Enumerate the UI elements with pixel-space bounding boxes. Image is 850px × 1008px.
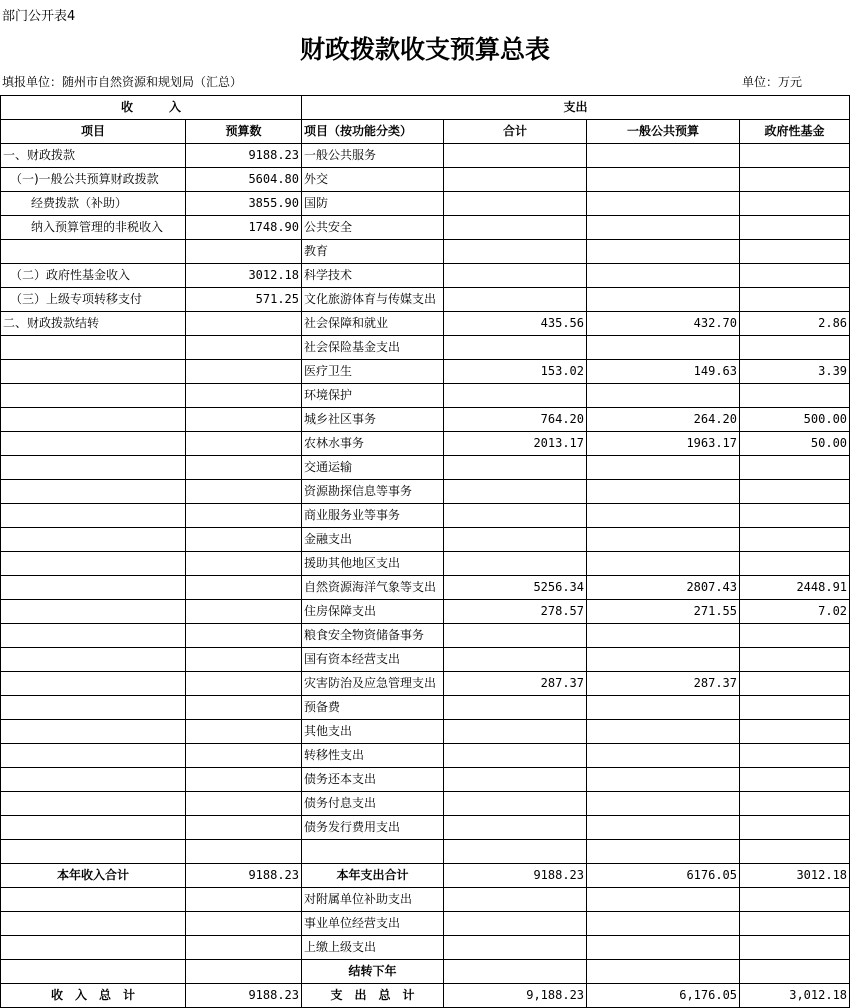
income-item [1,552,186,576]
expense-total [444,624,587,648]
expense-gov-fund [740,336,850,360]
income-amount [186,360,302,384]
expense-item: 粮食安全物资储备事务 [302,624,444,648]
income-item [1,432,186,456]
income-item [1,672,186,696]
expense-item: 其他支出 [302,720,444,744]
income-item [1,888,186,912]
expense-gov-fund: 50.00 [740,432,850,456]
expense-gov-fund: 2.86 [740,312,850,336]
expense-total [444,264,587,288]
income-item [1,744,186,768]
year-expense-general: 6176.05 [587,864,740,888]
expense-gov-fund [740,912,850,936]
expense-total [444,840,587,864]
income-item [1,456,186,480]
income-amount [186,240,302,264]
expense-general [587,552,740,576]
expense-gov-fund [740,384,850,408]
income-amount [186,768,302,792]
expense-item: 公共安全 [302,216,444,240]
expense-gov-fund [740,504,850,528]
income-amount [186,528,302,552]
table-row [1,456,850,480]
expense-item: 债务付息支出 [302,792,444,816]
expense-item: 医疗卫生 [302,360,444,384]
table-row [1,264,850,288]
expense-total [444,696,587,720]
table-row [1,312,850,336]
expense-total [444,912,587,936]
year-income-total-label: 本年收入合计 [1,864,186,888]
expense-gov-fund: 500.00 [740,408,850,432]
expense-general [587,240,740,264]
income-amount [186,960,302,984]
expense-item: 债务还本支出 [302,768,444,792]
expense-total [444,216,587,240]
col-item-func: 项目（按功能分类） [302,120,444,144]
expense-total [444,192,587,216]
expense-item: 国防 [302,192,444,216]
income-amount [186,432,302,456]
income-item: （一)一般公共预算财政拨款 [1,168,186,192]
income-item [1,936,186,960]
expense-general [587,720,740,744]
carry-forward-label: 结转下年 [302,960,444,984]
expense-total [444,720,587,744]
expense-general [587,768,740,792]
expense-general: 264.20 [587,408,740,432]
income-item [1,480,186,504]
col-budget: 预算数 [186,120,302,144]
expense-gov-fund [740,744,850,768]
expense-total [444,528,587,552]
income-amount [186,312,302,336]
table-row [1,144,850,168]
expense-general [587,264,740,288]
income-item [1,360,186,384]
reporting-unit: 填报单位：随州市自然资源和规划局（汇总） [2,75,243,89]
income-amount [186,552,302,576]
income-amount [186,504,302,528]
table-row [1,768,850,792]
expense-item: 事业单位经营支出 [302,912,444,936]
expense-total [444,384,587,408]
table-row [1,240,850,264]
expense-general [587,912,740,936]
income-amount: 3855.90 [186,192,302,216]
table-row [1,912,850,936]
grand-expense-gov-fund: 3,012.18 [740,984,850,1008]
income-item [1,600,186,624]
expense-general [587,792,740,816]
expense-item: 一般公共服务 [302,144,444,168]
expense-gov-fund [740,720,850,744]
expense-item: 城乡社区事务 [302,408,444,432]
col-item: 项目 [1,120,186,144]
expense-total [444,480,587,504]
income-amount [186,720,302,744]
table-row [1,168,850,192]
expense-gov-fund [740,552,850,576]
income-amount: 1748.90 [186,216,302,240]
expense-total [444,792,587,816]
table-row [1,216,850,240]
year-expense-gov-fund: 3012.18 [740,864,850,888]
income-item [1,624,186,648]
table-row [1,888,850,912]
expense-general [587,744,740,768]
grand-income-label: 收 入 总 计 [1,984,186,1008]
table-row [1,816,850,840]
income-amount [186,600,302,624]
income-amount [186,912,302,936]
expense-item: 商业服务业等事务 [302,504,444,528]
page-title: 财政拨款收支预算总表 [299,35,550,64]
income-item [1,504,186,528]
income-amount [186,456,302,480]
expense-item: 援助其他地区支出 [302,552,444,576]
grand-expense-label: 支 出 总 计 [302,984,444,1008]
income-item [1,792,186,816]
expense-item: 预备费 [302,696,444,720]
expense-general [587,624,740,648]
expense-gov-fund [740,816,850,840]
income-amount [186,672,302,696]
expense-general [587,288,740,312]
budget-table [0,95,850,1008]
income-amount [186,816,302,840]
expense-general [587,384,740,408]
table-row [1,432,850,456]
expense-gov-fund [740,528,850,552]
expense-total [444,648,587,672]
income-item: （二）政府性基金收入 [1,264,186,288]
grand-expense-general: 6,176.05 [587,984,740,1008]
expense-general [587,936,740,960]
expense-general [587,888,740,912]
expense-total [444,288,587,312]
table-row [1,576,850,600]
expense-general [587,816,740,840]
expense-gov-fund [740,888,850,912]
income-amount [186,696,302,720]
expense-item: 上缴上级支出 [302,936,444,960]
income-item: 纳入预算管理的非税收入 [1,216,186,240]
expense-general [587,216,740,240]
expense-general [587,840,740,864]
expense-total [444,504,587,528]
document-code: 部门公开表4 [2,9,76,24]
income-item [1,648,186,672]
expense-general [587,456,740,480]
income-item: 经费拨款（补助） [1,192,186,216]
expense-total: 764.20 [444,408,587,432]
income-amount: 5604.80 [186,168,302,192]
income-item [1,840,186,864]
expense-general [587,504,740,528]
table-row [1,648,850,672]
expense-total [444,888,587,912]
expense-item: 金融支出 [302,528,444,552]
expense-item [302,840,444,864]
income-item [1,720,186,744]
expense-general: 287.37 [587,672,740,696]
table-row [1,936,850,960]
table-row [1,504,850,528]
expense-item: 教育 [302,240,444,264]
expense-total [444,768,587,792]
expense-gov-fund: 3.39 [740,360,850,384]
income-item [1,336,186,360]
expense-item: 自然资源海洋气象等支出 [302,576,444,600]
expense-total [444,456,587,480]
expense-total [444,168,587,192]
expense-item: 外交 [302,168,444,192]
expense-item: 住房保障支出 [302,600,444,624]
expense-gov-fund [740,672,850,696]
table-row [1,600,850,624]
expense-gov-fund [740,144,850,168]
table-row [1,672,850,696]
grand-total-row [1,984,850,1008]
income-amount [186,408,302,432]
table-row [1,384,850,408]
grand-expense-total: 9,188.23 [444,984,587,1008]
income-header: 收 入 [1,96,302,120]
table-row [1,720,850,744]
income-item [1,696,186,720]
income-amount [186,624,302,648]
expense-total: 153.02 [444,360,587,384]
table-row [1,624,850,648]
expense-item: 交通运输 [302,456,444,480]
table-row [1,192,850,216]
table-row [1,792,850,816]
expense-item: 科学技术 [302,264,444,288]
table-row [1,360,850,384]
expense-general [587,168,740,192]
expense-gov-fund [740,624,850,648]
income-item [1,576,186,600]
income-item [1,912,186,936]
carry-forward-row [1,960,850,984]
section-header-row [1,96,850,120]
expense-item: 社会保障和就业 [302,312,444,336]
expense-total [444,936,587,960]
expense-general [587,336,740,360]
income-item: 一、财政拨款 [1,144,186,168]
income-amount [186,648,302,672]
expense-total: 287.37 [444,672,587,696]
expense-gov-fund [740,168,850,192]
expense-item: 环境保护 [302,384,444,408]
expense-gov-fund [740,648,850,672]
expense-header: 支出 [302,96,850,120]
income-amount [186,384,302,408]
expense-item: 资源勘探信息等事务 [302,480,444,504]
year-total-row [1,864,850,888]
expense-item: 灾害防治及应急管理支出 [302,672,444,696]
col-gov-fund: 政府性基金 [740,120,850,144]
expense-item: 转移性支出 [302,744,444,768]
expense-total: 435.56 [444,312,587,336]
expense-gov-fund [740,960,850,984]
expense-gov-fund [740,456,850,480]
expense-gov-fund [740,216,850,240]
expense-total [444,816,587,840]
expense-gov-fund [740,480,850,504]
column-header-row [1,120,850,144]
income-item [1,816,186,840]
expense-total [444,552,587,576]
expense-gov-fund [740,288,850,312]
expense-total [444,960,587,984]
income-item: 二、财政拨款结转 [1,312,186,336]
table-row [1,696,850,720]
income-amount [186,936,302,960]
table-row [1,552,850,576]
income-amount [186,576,302,600]
table-row [1,840,850,864]
expense-total: 5256.34 [444,576,587,600]
expense-general [587,480,740,504]
expense-general [587,696,740,720]
expense-general: 2807.43 [587,576,740,600]
expense-gov-fund [740,792,850,816]
table-row [1,744,850,768]
col-general: 一般公共预算 [587,120,740,144]
expense-gov-fund [740,696,850,720]
table-row [1,336,850,360]
expense-general: 432.70 [587,312,740,336]
income-amount: 9188.23 [186,144,302,168]
expense-item: 社会保险基金支出 [302,336,444,360]
income-item [1,384,186,408]
expense-general: 1963.17 [587,432,740,456]
year-income-total-amount: 9188.23 [186,864,302,888]
income-amount [186,792,302,816]
currency-unit: 单位：万元 [742,75,803,89]
expense-gov-fund [740,840,850,864]
income-amount [186,480,302,504]
income-amount: 3012.18 [186,264,302,288]
expense-item: 国有资本经营支出 [302,648,444,672]
expense-total [444,336,587,360]
expense-gov-fund [740,240,850,264]
expense-item: 农林水事务 [302,432,444,456]
table-row [1,480,850,504]
expense-item: 对附属单位补助支出 [302,888,444,912]
income-amount [186,744,302,768]
income-item: （三）上级专项转移支付 [1,288,186,312]
income-amount [186,336,302,360]
expense-total [444,744,587,768]
expense-general: 149.63 [587,360,740,384]
income-amount [186,888,302,912]
expense-general [587,144,740,168]
expense-gov-fund [740,264,850,288]
expense-total [444,240,587,264]
table-row [1,408,850,432]
income-item [1,528,186,552]
expense-gov-fund: 7.02 [740,600,850,624]
table-row [1,528,850,552]
income-item [1,768,186,792]
expense-item: 债务发行费用支出 [302,816,444,840]
income-item [1,240,186,264]
table-row [1,288,850,312]
expense-general: 271.55 [587,600,740,624]
expense-general [587,192,740,216]
expense-general [587,528,740,552]
expense-general [587,960,740,984]
expense-general [587,648,740,672]
expense-total: 278.57 [444,600,587,624]
expense-gov-fund [740,192,850,216]
income-amount: 571.25 [186,288,302,312]
income-amount [186,840,302,864]
expense-total: 2013.17 [444,432,587,456]
year-expense-total: 9188.23 [444,864,587,888]
grand-income-amount: 9188.23 [186,984,302,1008]
expense-gov-fund: 2448.91 [740,576,850,600]
col-total: 合计 [444,120,587,144]
expense-total [444,144,587,168]
income-item [1,960,186,984]
year-expense-total-label: 本年支出合计 [302,864,444,888]
expense-item: 文化旅游体育与传媒支出 [302,288,444,312]
expense-gov-fund [740,936,850,960]
expense-gov-fund [740,768,850,792]
income-item [1,408,186,432]
